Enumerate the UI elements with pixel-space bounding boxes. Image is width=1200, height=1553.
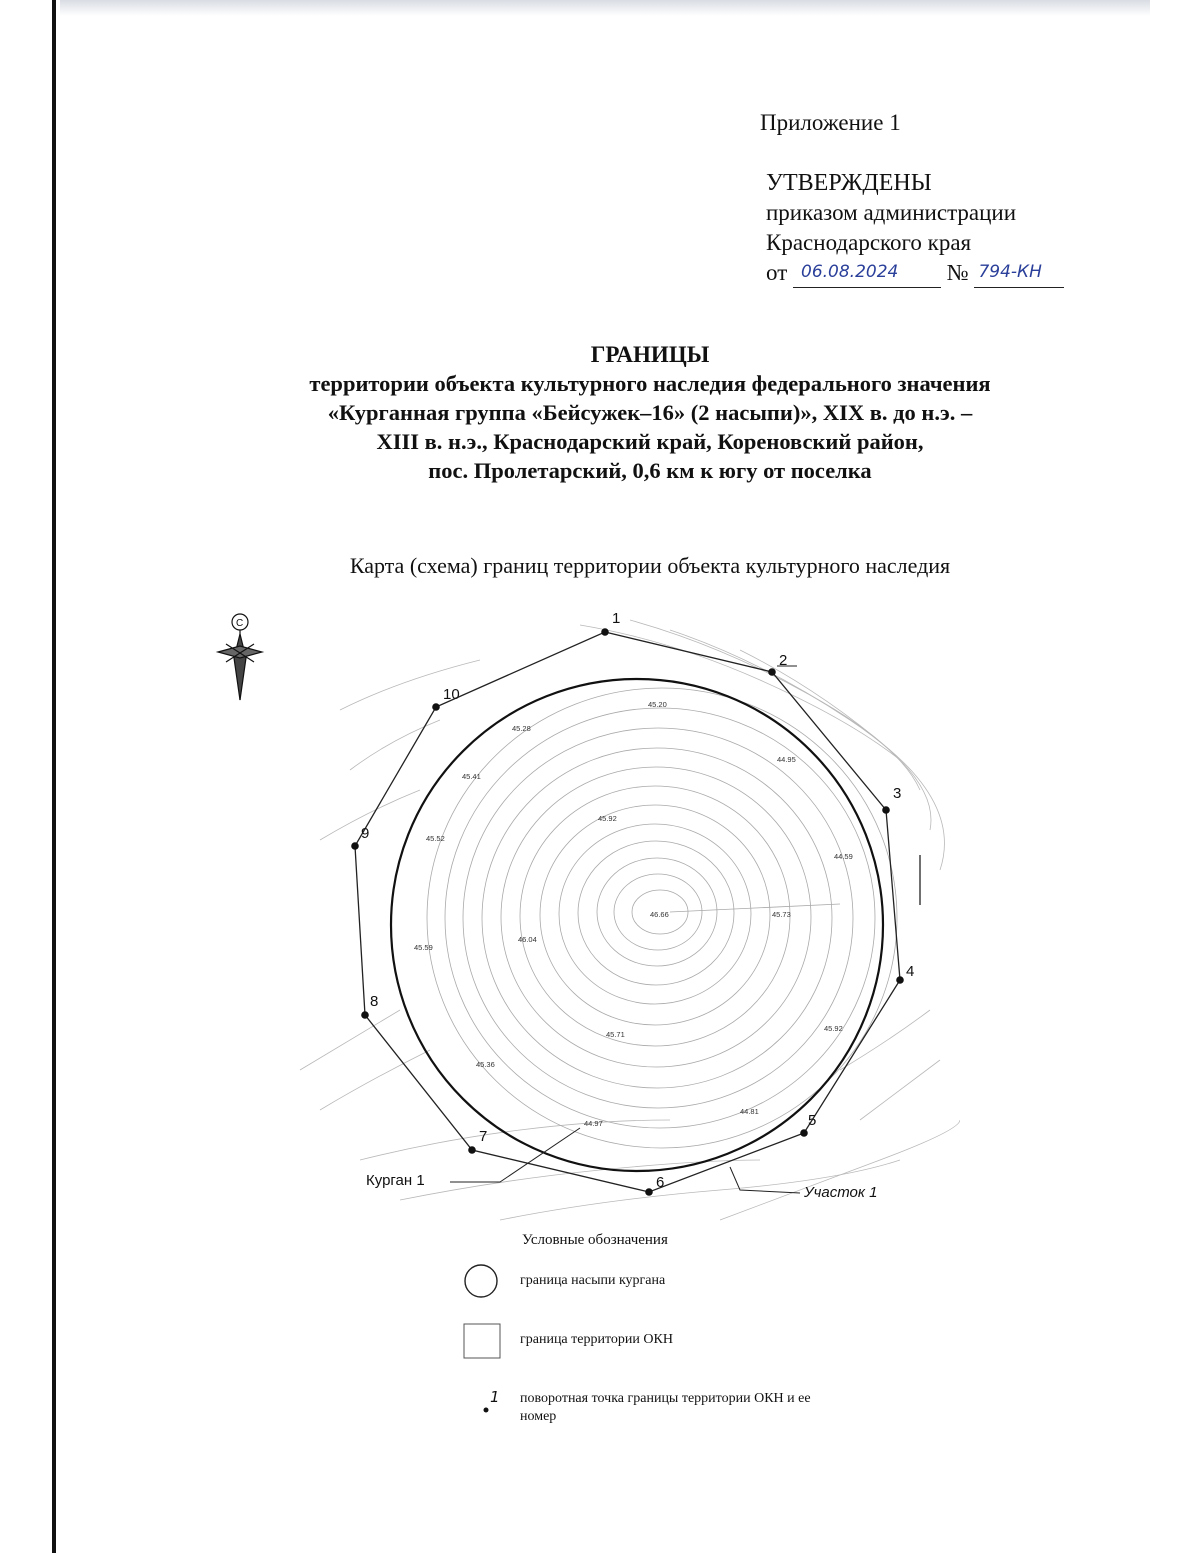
- point-label-5: 5: [808, 1112, 817, 1129]
- elevation-mark: 45.73: [772, 910, 791, 919]
- svg-text:C: C: [236, 618, 244, 629]
- mound-leader-line: [450, 1128, 580, 1182]
- scan-top-shadow: [60, 0, 1150, 16]
- mound-callout: Курган 1: [366, 1172, 425, 1189]
- boundary-map: [200, 600, 960, 1240]
- legend-mound-boundary: граница насыпи кургана: [520, 1273, 666, 1288]
- map-svg: [200, 600, 960, 1240]
- point-label-10: 10: [443, 686, 460, 703]
- appendix-label: Приложение 1: [760, 110, 901, 135]
- territory-boundary-symbol-icon: [462, 1322, 502, 1360]
- approval-line-2: Краснодарского края: [766, 230, 972, 255]
- point-label-7: 7: [479, 1128, 488, 1145]
- elevation-mark: 45.20: [648, 700, 667, 709]
- elevation-mark: 44.95: [777, 755, 796, 764]
- legend-territory-boundary: граница территории ОКН: [520, 1332, 673, 1347]
- elevation-mark: 45.28: [512, 724, 531, 733]
- point-label-8: 8: [370, 993, 379, 1010]
- point-label-1: 1: [612, 610, 621, 627]
- elevation-mark: 46.04: [518, 935, 537, 944]
- title-main: ГРАНИЦЫ: [590, 342, 710, 367]
- elevation-mark: 45.36: [476, 1060, 495, 1069]
- north-arrow-icon: [218, 614, 262, 700]
- elevation-mark: 44.59: [834, 852, 853, 861]
- legend-title: Условные обозначения: [522, 1232, 668, 1248]
- title-line-3: XIII в. н.э., Краснодарский край, Кореновский район,: [376, 429, 924, 454]
- number-prefix: №: [946, 260, 969, 285]
- map-caption: Карта (схема) границ территории объекта культурного наследия: [349, 553, 951, 578]
- point-label-3: 3: [893, 785, 902, 802]
- elevation-mark: 46.66: [650, 910, 669, 919]
- plot-callout: Участок 1: [804, 1184, 878, 1201]
- elevation-mark: 45.71: [606, 1030, 625, 1039]
- title-line-2: «Курганная группа «Бейсужек–16» (2 насыпи)», XIX в. до н.э. –: [327, 400, 973, 425]
- title-line-1: территории объекта культурного наследия федерального значения: [309, 371, 991, 396]
- point-label-9: 9: [361, 825, 370, 842]
- approval-date-line: [766, 258, 1064, 288]
- number-underline: [974, 263, 1064, 288]
- scan-left-edge: [52, 0, 56, 1553]
- date-underline: [793, 263, 941, 288]
- handwritten-date: 06.08.2024: [801, 262, 899, 282]
- point-label-2: 2: [779, 652, 788, 669]
- document-title: [180, 340, 1120, 485]
- elevation-mark: 45.92: [598, 814, 617, 823]
- elevation-mark: 45.41: [462, 772, 481, 781]
- elevation-mark: 44.97: [584, 1119, 603, 1128]
- elevation-mark: 45.59: [414, 943, 433, 952]
- elevation-mark: 45.52: [426, 834, 445, 843]
- approval-heading: УТВЕРЖДЕНЫ: [766, 170, 932, 196]
- point-label-6: 6: [656, 1174, 665, 1191]
- elevation-mark: 44.81: [740, 1107, 759, 1116]
- approval-line-1: приказом администрации: [766, 200, 1017, 225]
- point-label-4: 4: [906, 963, 915, 980]
- turning-point-symbol-icon: [482, 1406, 490, 1414]
- territory-boundary: [355, 632, 900, 1192]
- turning-points: [351, 628, 904, 1196]
- handwritten-number: 794-КН: [978, 262, 1042, 282]
- elevation-mark: 45.92: [824, 1024, 843, 1033]
- legend-turning-point: поворотная точка границы территории ОКН и ее номер: [520, 1391, 811, 1424]
- mound-boundary-symbol-icon: [462, 1262, 500, 1300]
- legend-point-number: 1: [490, 1388, 500, 1406]
- plot-leader-line: [730, 1167, 800, 1193]
- title-line-4: пос. Пролетарский, 0,6 км к югу от поселка: [428, 458, 872, 483]
- approval-block: [766, 168, 1064, 288]
- from-prefix: от: [766, 260, 788, 285]
